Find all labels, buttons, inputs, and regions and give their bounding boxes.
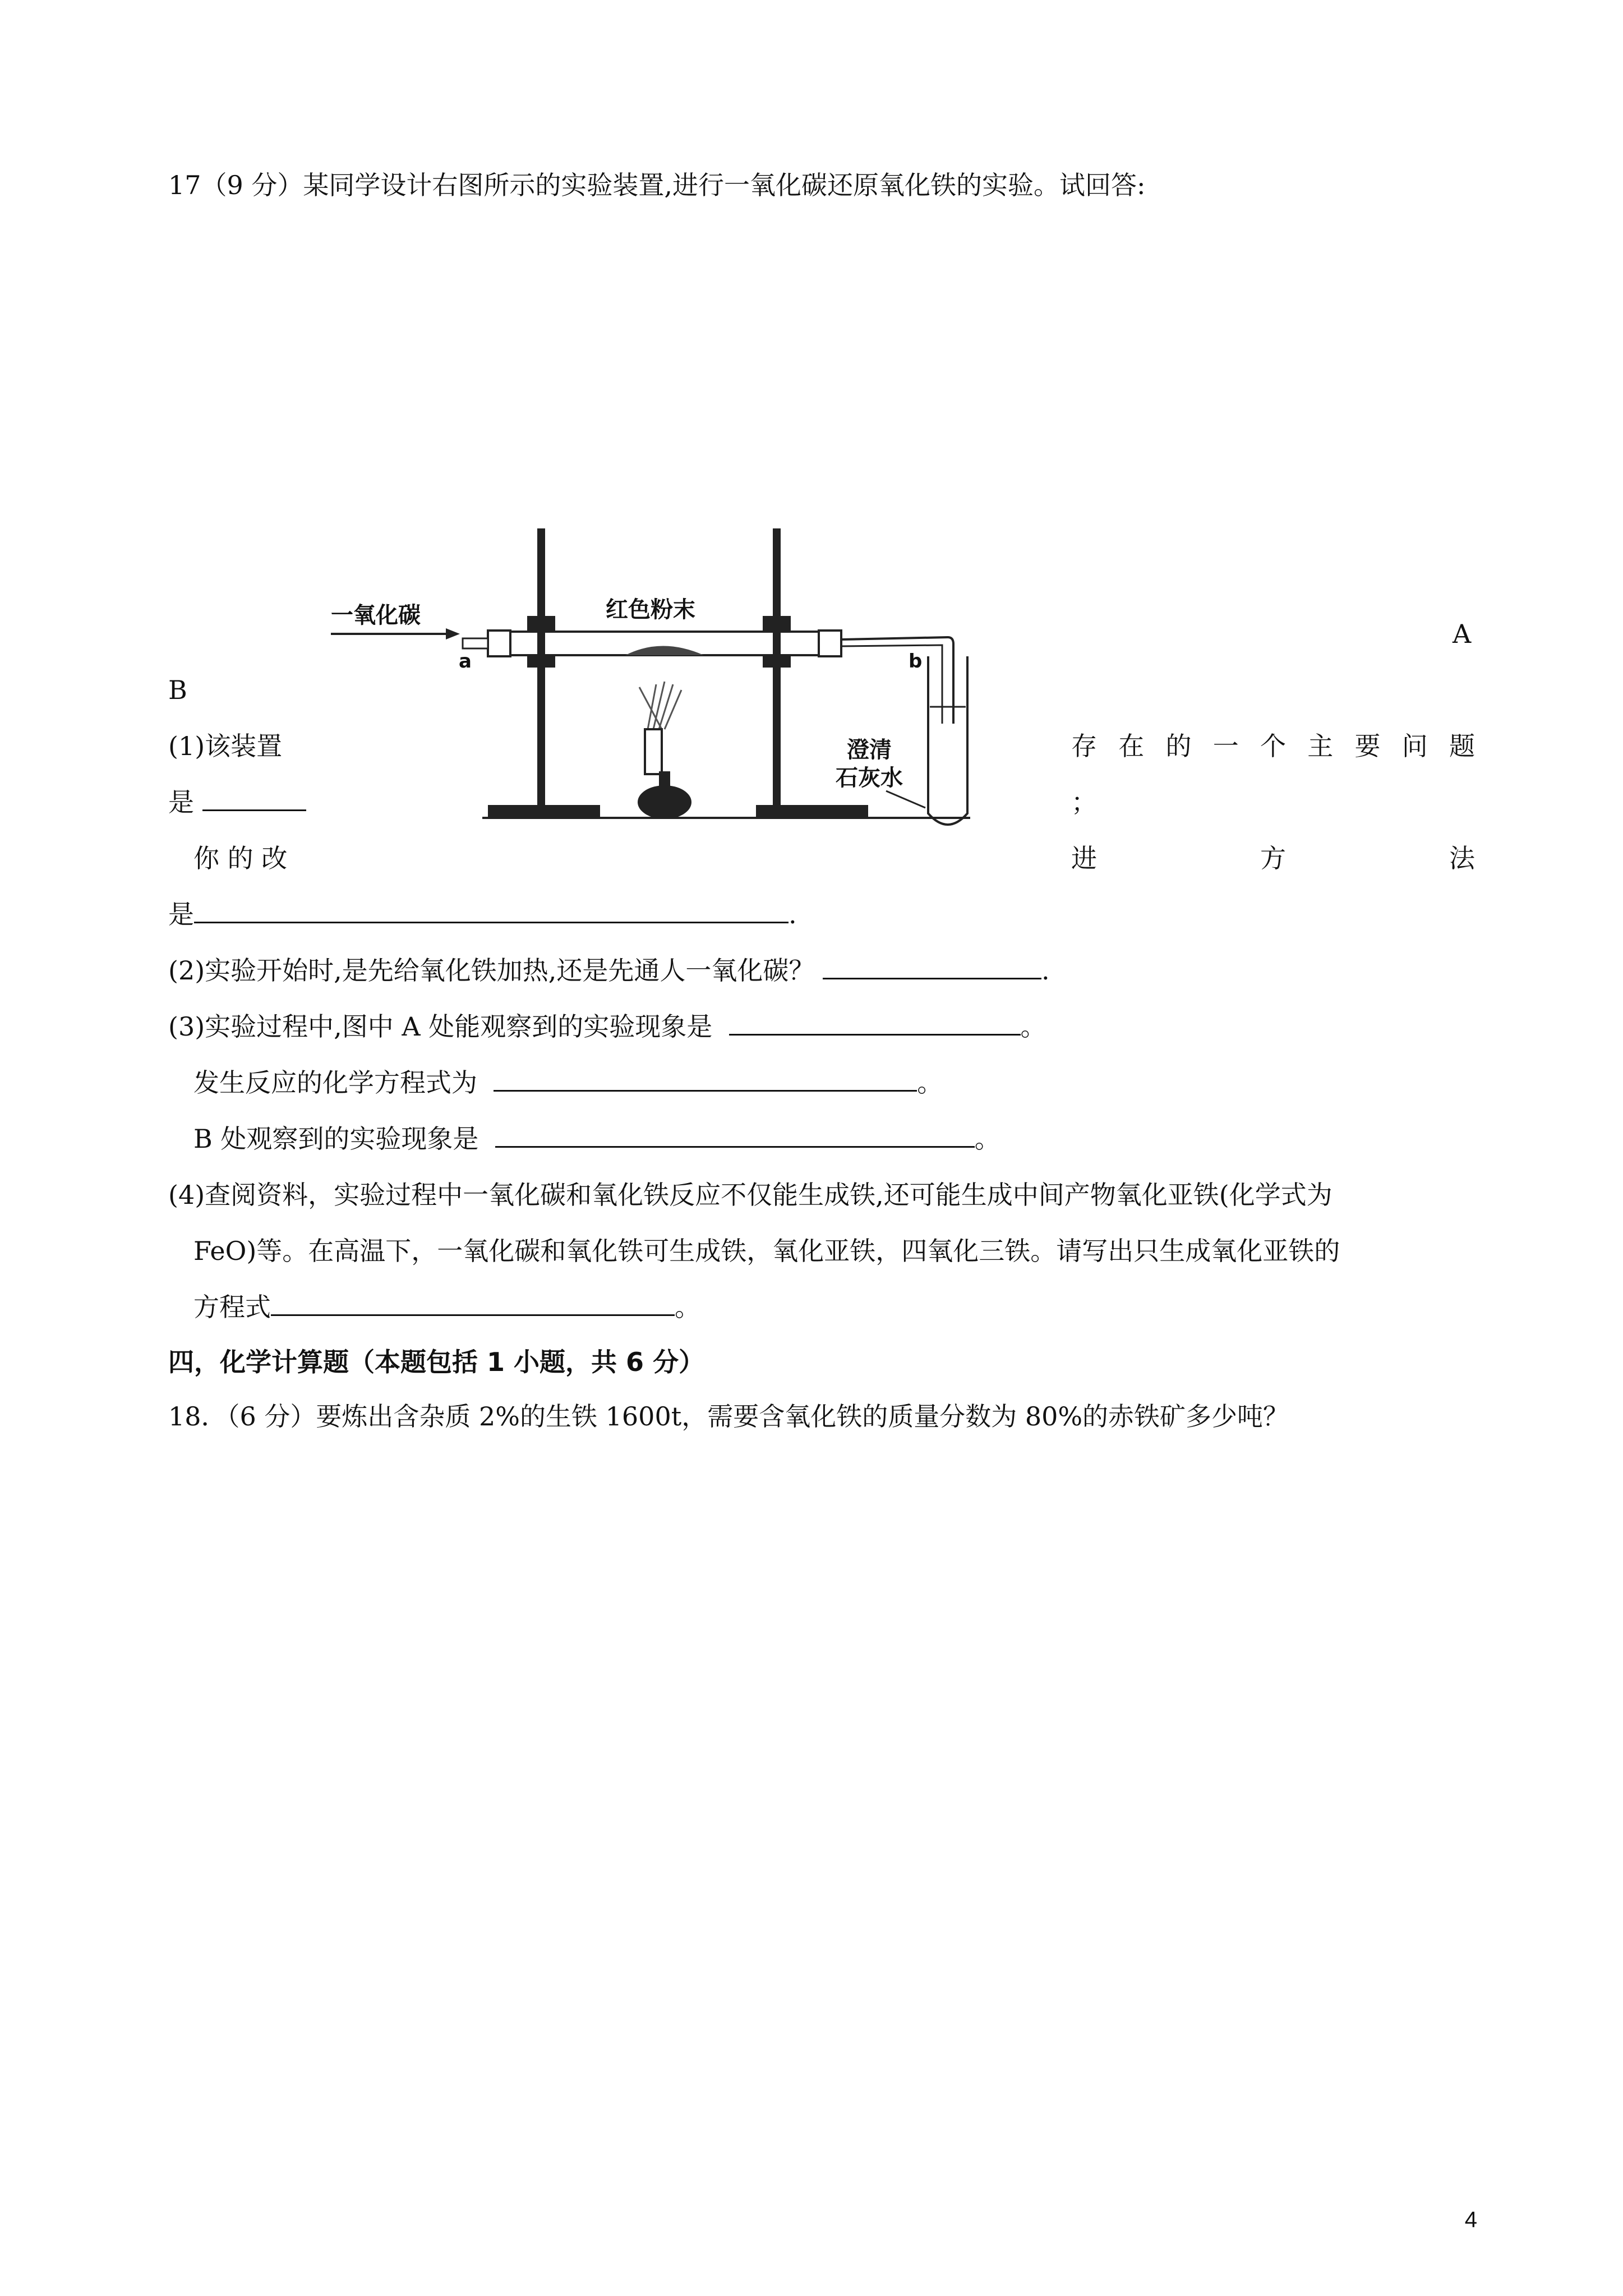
burner-tube <box>645 729 662 774</box>
stopper-right <box>819 631 841 656</box>
answer-blank-3a[interactable] <box>729 1011 1021 1036</box>
q17-p1b-shi: 是 . <box>168 899 797 930</box>
char: 存 <box>1071 731 1097 761</box>
q17-p3b: 发生反应的化学方程式为 。 <box>193 1068 943 1098</box>
co-arrow-head <box>446 628 460 639</box>
char: 要 <box>1354 731 1381 761</box>
clamp-right-bottom <box>763 656 791 668</box>
stand-base-right <box>756 805 868 817</box>
char: 问 <box>1401 731 1428 761</box>
label-a: a <box>459 650 472 673</box>
q17-p4-line2: FeO)等。在高温下，一氧化碳和氧化铁可生成铁，氧化亚铁，四氧化三铁。请写出只生成氧化亚铁的 <box>193 1236 1340 1266</box>
q17-p1-right <box>1071 729 1475 763</box>
char: 一 <box>1212 731 1239 761</box>
q17-p1-shi: 是 <box>168 785 306 819</box>
section-heading: 四，化学计算题（本题包括 1 小题，共 6 分） <box>168 1347 705 1377</box>
answer-blank-1a[interactable] <box>202 787 306 811</box>
limewater-pointer <box>886 791 925 808</box>
q17-p1-left: (1)该装置 <box>168 731 283 761</box>
char: 在 <box>1118 731 1145 761</box>
q17-p1-semicolon: ； <box>1071 787 1097 817</box>
char: 方 <box>1260 843 1286 873</box>
burner-neck <box>659 771 670 788</box>
inlet-nozzle <box>463 638 488 648</box>
answer-blank-3c[interactable] <box>495 1124 975 1148</box>
apparatus-diagram <box>325 522 1054 836</box>
stand-base-left <box>488 805 600 817</box>
q17-p1b-left: 你 的 改 <box>193 843 288 873</box>
char: 法 <box>1449 843 1475 873</box>
label-limewater-1: 澄清 <box>847 737 892 763</box>
clamp-right-top <box>763 616 791 631</box>
char: 的 <box>1165 731 1192 761</box>
clamp-left-bottom <box>527 656 555 668</box>
label-co: 一氧化碳 <box>331 602 421 628</box>
flame <box>639 682 681 729</box>
test-tube <box>928 656 967 825</box>
red-powder <box>625 646 704 656</box>
q17-p1b-right <box>1071 841 1475 875</box>
char: 主 <box>1307 731 1334 761</box>
label-limewater-2: 石灰水 <box>836 765 903 791</box>
char: 题 <box>1449 731 1475 761</box>
char: 进 <box>1071 843 1097 873</box>
label-red-powder: 红色粉末 <box>606 597 695 623</box>
outlet-tube <box>841 637 953 724</box>
answer-blank-2[interactable] <box>823 955 1041 979</box>
q17-p2: (2)实验开始时,是先给氧化铁加热,还是先通人一氧化碳？ . <box>168 955 1050 986</box>
answer-blank-1b[interactable] <box>194 899 789 923</box>
answer-blank-4[interactable] <box>271 1292 675 1316</box>
label-b: b <box>909 650 923 673</box>
stopper-left <box>488 631 510 656</box>
q17-p4-line1: (4)查阅资料，实验过程中一氧化碳和氧化铁反应不仅能生成铁,还可能生成中间产物氧化亚铁(化学式为 <box>168 1180 1332 1210</box>
burner-body <box>638 785 691 819</box>
q18-text: 18．（6 分）要炼出含杂质 2%的生铁 1600t，需要含氧化铁的质量分数为 80%的赤铁矿多少吨？ <box>168 1401 1289 1432</box>
label-B: B <box>168 675 187 705</box>
q17-p4-line3: 方程式 。 <box>193 1292 700 1322</box>
page-number: 4 <box>1464 2207 1477 2232</box>
q17-title: 17（9 分）某同学设计右图所示的实验装置,进行一氧化碳还原氧化铁的实验。试回答: <box>168 170 1146 200</box>
q17-p3c: B 处观察到的实验现象是 。 <box>193 1124 1000 1154</box>
answer-blank-3b[interactable] <box>494 1068 917 1092</box>
char: 个 <box>1260 731 1286 761</box>
q17-p3: (3)实验过程中,图中 A 处能观察到的实验现象是 。 <box>168 1011 1046 1042</box>
label-A: A <box>1453 619 1472 649</box>
clamp-left-top <box>527 616 555 631</box>
